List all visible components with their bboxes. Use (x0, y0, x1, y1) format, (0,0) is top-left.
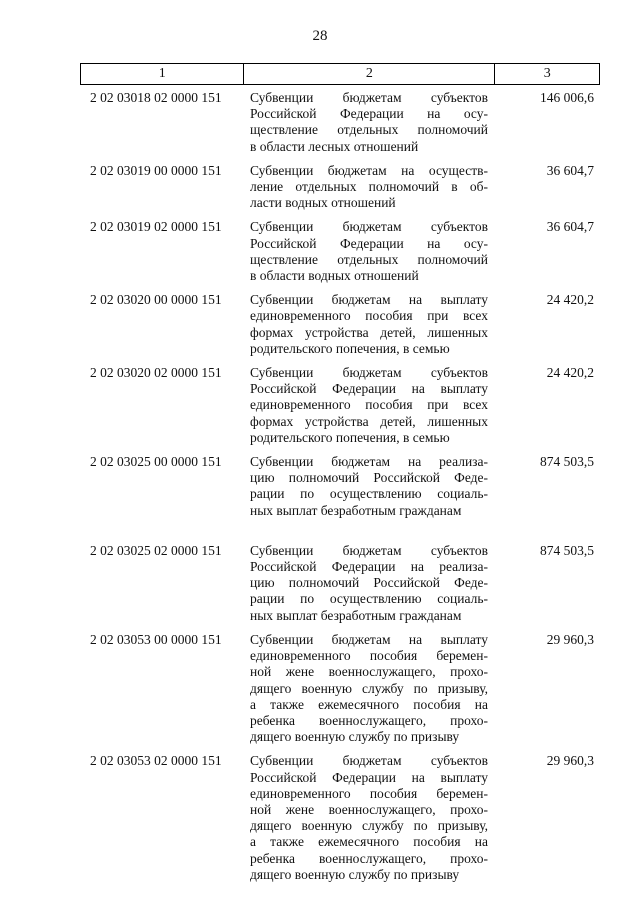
description-line: ной жене военнослужащего, прохо- (250, 801, 488, 817)
amount: 29 960,3 (546, 631, 594, 647)
budget-code: 2 02 03025 00 0000 151 (90, 454, 222, 470)
description-line: Российской Федерации на осу- (250, 106, 488, 122)
amount: 24 420,2 (546, 292, 594, 308)
table-row (80, 543, 600, 624)
description (244, 632, 496, 745)
description-line: ществление отдельных полномочий (250, 122, 488, 138)
description-line: Субвенции бюджетам на осуществ- (250, 162, 488, 178)
budget-code: 2 02 03053 02 0000 151 (90, 753, 222, 769)
description-line: ребенка военнослужащего, прохо- (250, 712, 488, 728)
description-line: ных выплат безработным гражданам (250, 502, 462, 518)
description (244, 163, 496, 212)
table-row (80, 219, 600, 284)
amount: 36 604,7 (546, 162, 594, 178)
amount: 29 960,3 (546, 753, 594, 769)
description-line: Российской Федерации на выплату (250, 769, 488, 785)
description-line: ных выплат безработным гражданам (250, 607, 462, 623)
description-line: формах устройства детей, лишенных (250, 324, 488, 340)
description (244, 219, 496, 284)
description-line: рации по осуществлению социаль- (250, 591, 488, 607)
table-header (80, 63, 600, 85)
description-line: Субвенции бюджетам на выплату (250, 631, 488, 647)
description-line: дящего военную службу по призыву, (250, 818, 488, 834)
description-line: ществление отдельных полномочий (250, 251, 488, 267)
description-line: а также ежемесячного пособия на (250, 696, 488, 712)
table-row (80, 90, 600, 155)
description-line: дящего военную службу по призыву (250, 729, 460, 745)
description (244, 90, 496, 155)
description-line: единовременного пособия беремен- (250, 785, 488, 801)
description-line: цию полномочий Российской Феде- (250, 470, 488, 486)
table-row (80, 292, 600, 357)
amount: 36 604,7 (546, 219, 594, 235)
budget-code: 2 02 03025 02 0000 151 (90, 542, 222, 558)
description-line: в области водных отношений (250, 268, 419, 284)
description-line: ной жене военнослужащего, прохо- (250, 664, 488, 680)
description-line: в области лесных отношений (250, 138, 419, 154)
table-row (80, 454, 600, 519)
description-line: ребенка военнослужащего, прохо- (250, 850, 488, 866)
description-line: дящего военную службу по призыву, (250, 680, 488, 696)
amount: 146 006,6 (540, 90, 594, 105)
description-line: единовременного пособия при всех (250, 397, 488, 413)
amount: 874 503,5 (540, 454, 594, 470)
page-number: 28 (312, 28, 328, 44)
description-line: Российской Федерации на осу- (250, 235, 488, 251)
description-line: Субвенции бюджетам субъектов (250, 753, 488, 769)
description-line: дящего военную службу по призыву (250, 866, 460, 882)
column-header-1: 1 (81, 64, 244, 84)
description-line: Российской Федерации на выплату (250, 381, 488, 397)
column-header-3: 3 (543, 66, 551, 81)
description-line: рации по осуществлению социаль- (250, 486, 488, 502)
description-line: ласти водных отношений (250, 195, 396, 211)
description (244, 365, 496, 446)
description-line: родительского попечения, в семью (250, 429, 450, 445)
description-line: единовременного пособия беремен- (250, 648, 488, 664)
description-line: единовременного пособия при всех (250, 308, 488, 324)
table-row (80, 163, 600, 212)
table-row (80, 753, 600, 883)
budget-code: 2 02 03020 02 0000 151 (90, 365, 222, 381)
description-line: родительского попечения, в семью (250, 340, 450, 356)
table-row (80, 632, 600, 745)
description-line: Субвенции бюджетам на реализа- (250, 454, 488, 470)
description (244, 454, 496, 519)
description-line: а также ежемесячного пособия на (250, 834, 488, 850)
description-line: Российской Федерации на реализа- (250, 559, 488, 575)
description-line: цию полномочий Российской Феде- (250, 575, 488, 591)
description-line: Субвенции бюджетам субъектов (250, 90, 488, 105)
description-line: Субвенции бюджетам субъектов (250, 542, 488, 558)
table-body (80, 90, 600, 883)
amount: 874 503,5 (540, 542, 594, 558)
budget-code: 2 02 03020 00 0000 151 (90, 292, 222, 308)
description-line: формах устройства детей, лишенных (250, 413, 488, 429)
description-line: Субвенции бюджетам на выплату (250, 292, 488, 308)
amount: 24 420,2 (546, 365, 594, 381)
budget-code: 2 02 03019 02 0000 151 (90, 219, 222, 235)
budget-code: 2 02 03053 00 0000 151 (90, 631, 222, 647)
description-line: Субвенции бюджетам субъектов (250, 365, 488, 381)
column-header-2: 2 (244, 64, 495, 84)
description (244, 292, 496, 357)
description (244, 753, 496, 883)
budget-code: 2 02 03018 02 0000 151 (90, 90, 222, 105)
budget-code: 2 02 03019 00 0000 151 (90, 162, 222, 178)
description-line: Субвенции бюджетам субъектов (250, 219, 488, 235)
table-row (80, 365, 600, 446)
description (244, 543, 496, 624)
description-line: ление отдельных полномочий в об- (250, 179, 488, 195)
